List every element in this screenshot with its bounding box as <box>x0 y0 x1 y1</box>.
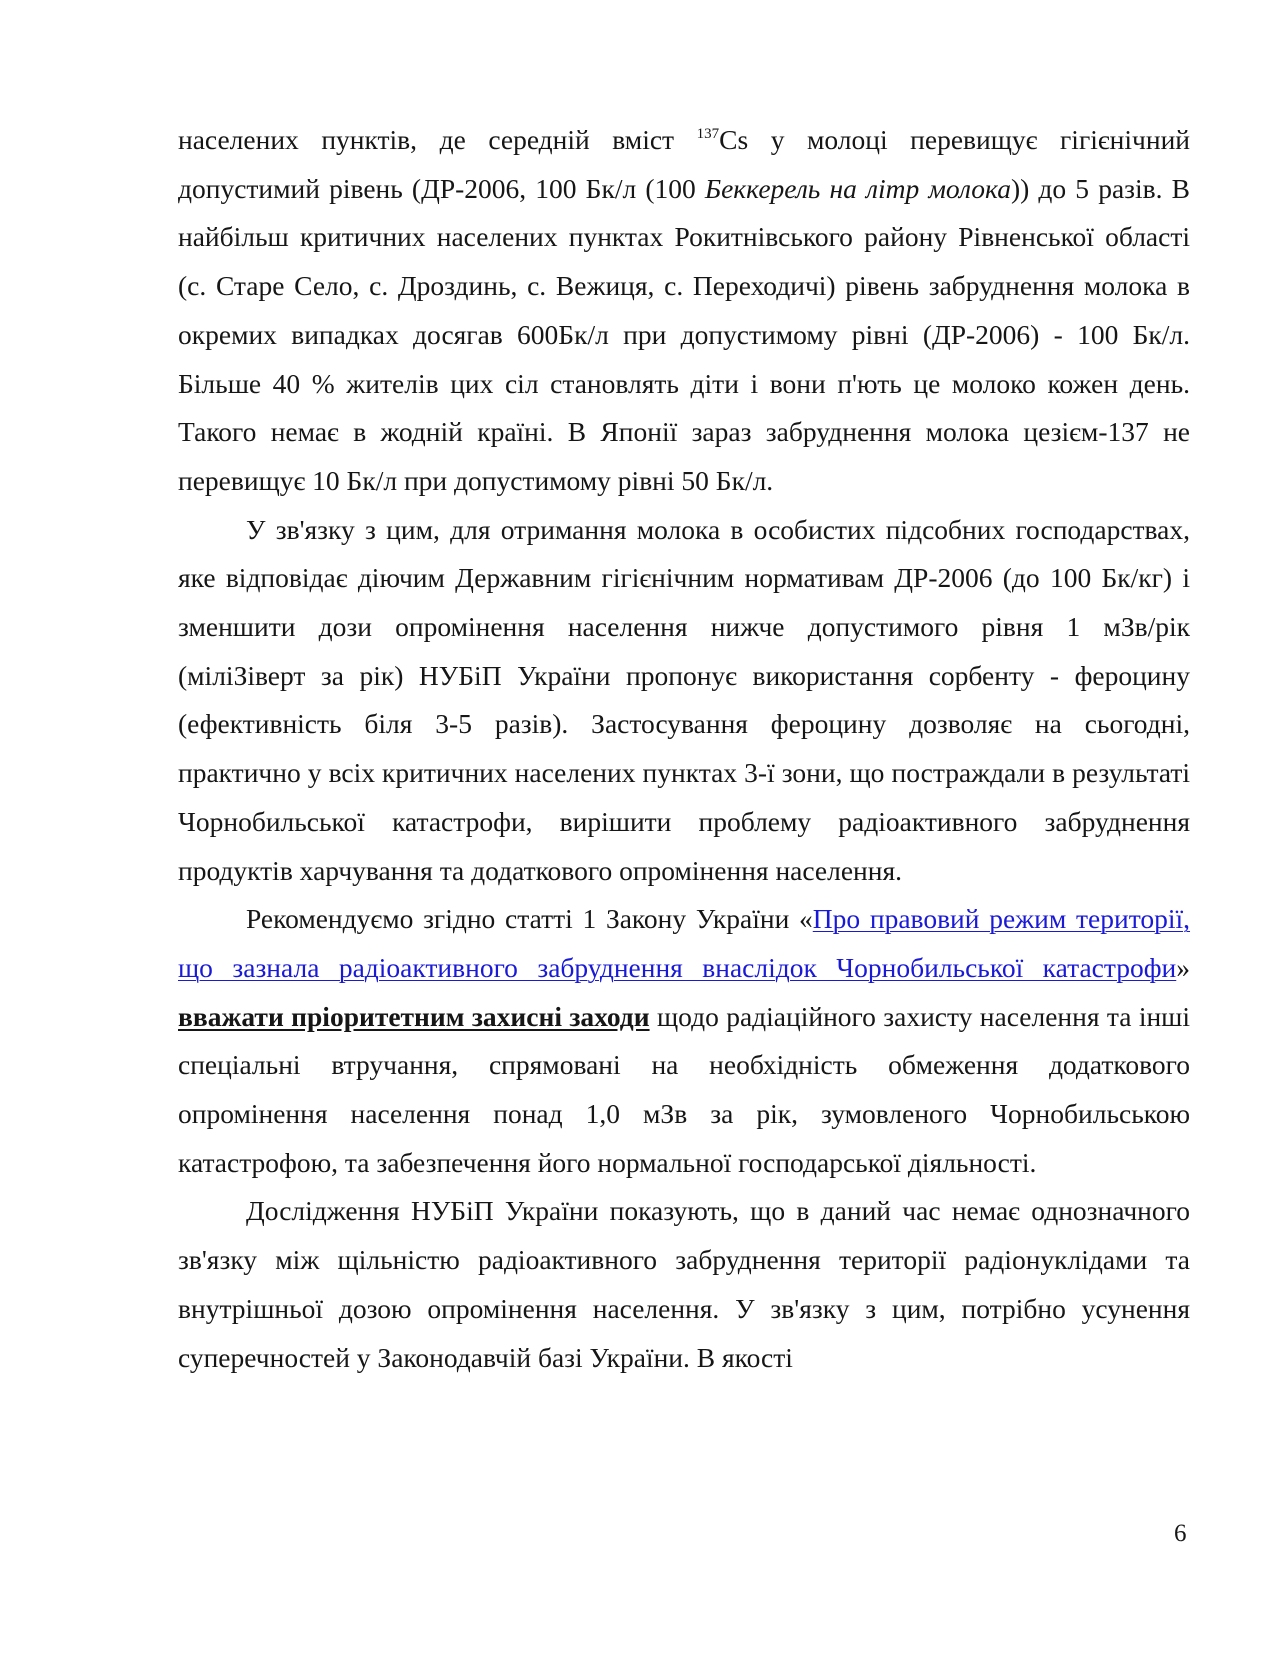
p3-text-a: Рекомендуємо згідно статті 1 Закону України « <box>246 903 813 935</box>
p1-text-a: населених пунктів, де середній вміст <box>178 124 697 155</box>
document-page <box>178 116 1190 1382</box>
paragraph-2: У зв'язку з цим, для отримання молока в особистих підсобних господарствах, яке відповідає діючим Державним гігієнічним нормативам ДР-2006 (до 100 Бк/кг) і зменшити дози опромінення населення нижче допустимого рівня 1 мЗв/рік (мілiЗіверт за рік) НУБіП України пропонує використання сорбенту - фероцину (ефективність біля 3-5 разів). Застосування фероцину дозволяє на сьогодні, практично у всіх критичних населених пунктах 3-ї зони, що постраждали в результаті Чорнобильської катастрофи, вирішити проблему радіоактивного забруднення продуктів харчування та додаткового опромінення населення. <box>178 513 1190 886</box>
paragraph-3 <box>178 895 1190 1187</box>
p3-text-b: » <box>1176 951 1190 983</box>
p3-bold-emphasis: вважати пріоритетним захисні заходи <box>178 1000 650 1032</box>
p1-italic: Беккерель на літр молока <box>704 172 1011 204</box>
paragraph-1 <box>178 116 1190 506</box>
page-number: 6 <box>1174 1520 1187 1547</box>
p1-text-b: Cs у молоці перевищує гігієнічний допустимий рівень (ДР-2006, 100 Бк/л (100 <box>178 124 1190 204</box>
paragraph-4: Дослідження НУБіП України показують, що в даний час немає однозначного зв'язку між щільністю радіоактивного забруднення території радіонуклідами та внутрішньої дозою опромінення населення. У зв'язку з цим, потрібно усунення суперечностей у Законодавчій базі України. В якості <box>178 1195 1190 1373</box>
p3-text-c: щодо радіаційного захисту населення та інші спеціальні втручання, спрямовані на необхідність обмеження додаткового опромінення населення понад 1,0 мЗв за рік, зумовленого Чорнобильською катастрофою, та забезпечення його нормальної господарської діяльності. <box>178 1000 1190 1178</box>
p1-text-c: )) до 5 разів. В найбільш критичних населених пунктах Рокитнівського району Рівненської області (с. Старе Село, с. Дроздинь, с. Вежиця, с. Переходичі) рівень забруднення молока в окремих випадках досягав 600Бк/л при допустимому рівні (ДР-2006) - 100 Бк/л. Більше 40 % жителів цих сіл становлять діти і вони п'ють це молоко кожен день. Такого немає в жодній країні. В Японії зараз забруднення молока цезієм-137 не перевищує 10 Бк/л при допустимому рівні 50 Бк/л. <box>178 172 1190 496</box>
isotope-superscript: 137 <box>696 125 720 142</box>
law-link[interactable]: Про правовий режим території, що зазнала радіоактивного забруднення внаслідок Чорнобильської катастрофи <box>178 903 1191 983</box>
